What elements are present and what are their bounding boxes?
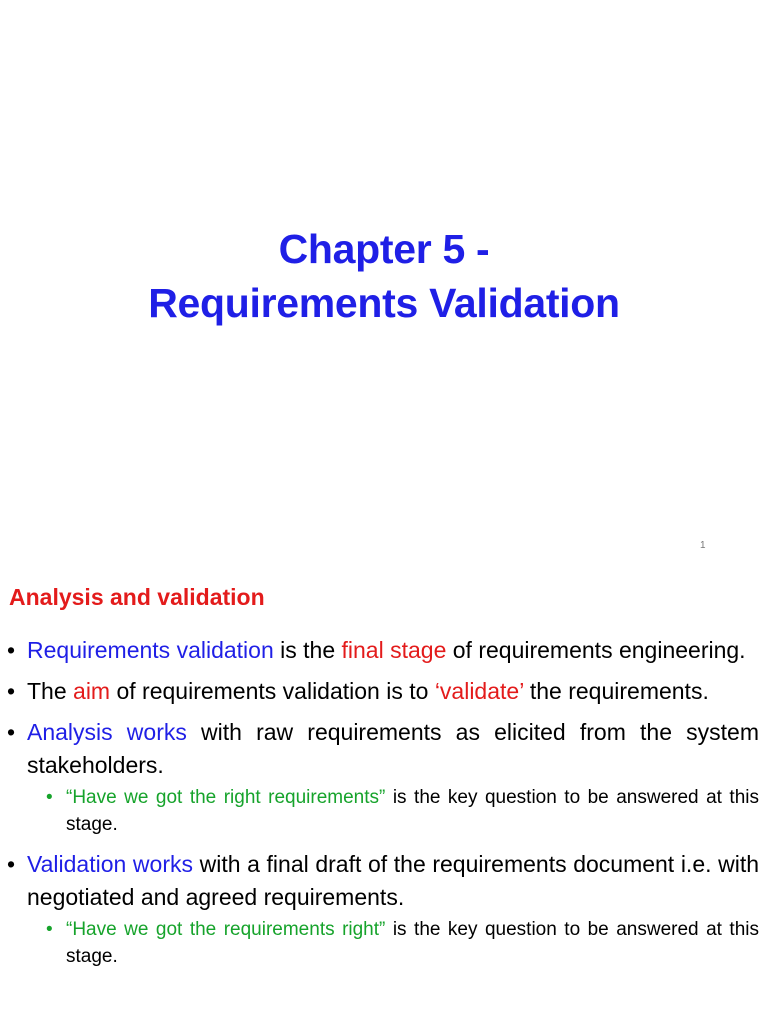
- bullet-item: [0, 675, 759, 708]
- highlight-term: Analysis works: [27, 719, 187, 745]
- bullet-marker: •: [7, 678, 16, 704]
- page-number: 1: [700, 540, 706, 551]
- highlight-term: aim: [73, 678, 111, 704]
- bullet-marker: •: [7, 637, 16, 663]
- title-line-1: Chapter 5 -: [278, 226, 490, 272]
- bullet-text: with raw requirements as elicited from the system stakeholders.: [27, 719, 759, 778]
- slide-title: [0, 222, 768, 330]
- key-question: “Have we got the right requirements”: [66, 787, 386, 808]
- bullet-item: [0, 634, 759, 667]
- bullet-item: [0, 848, 759, 914]
- highlight-term: Validation works: [27, 851, 193, 877]
- sub-bullet-item: [0, 916, 759, 970]
- bullet-text: of requirements validation is to: [110, 678, 435, 704]
- bullet-text: with a final draft of the requirements document i.e. with negotiated and agreed requirements.: [27, 851, 760, 910]
- content-slide: [0, 570, 768, 1024]
- sub-bullet-marker: •: [46, 787, 53, 808]
- key-question: “Have we got the requirements right”: [66, 919, 386, 940]
- bullet-text: is the: [273, 637, 342, 663]
- slide-heading: Analysis and validation: [9, 584, 265, 610]
- highlight-term: Requirements validation: [27, 637, 274, 663]
- sub-bullet-marker: •: [46, 919, 53, 940]
- bullet-marker: •: [7, 851, 16, 877]
- highlight-term: final stage: [341, 637, 447, 663]
- sub-bullet-item: [0, 784, 759, 838]
- title-line-2: Requirements Validation: [148, 280, 620, 326]
- sub-bullet-text: is the key question to be answered at this stage.: [66, 787, 759, 835]
- bullet-marker: •: [7, 719, 16, 745]
- bullet-text: of requirements engineering.: [446, 637, 746, 663]
- highlight-term: ‘validate’: [434, 678, 524, 704]
- bullet-text: The: [27, 678, 74, 704]
- sub-bullet-text: is the key question to be answered at this stage.: [66, 919, 759, 967]
- bullet-list: [0, 634, 768, 980]
- bullet-item: [0, 716, 759, 782]
- bullet-text: the requirements.: [523, 678, 709, 704]
